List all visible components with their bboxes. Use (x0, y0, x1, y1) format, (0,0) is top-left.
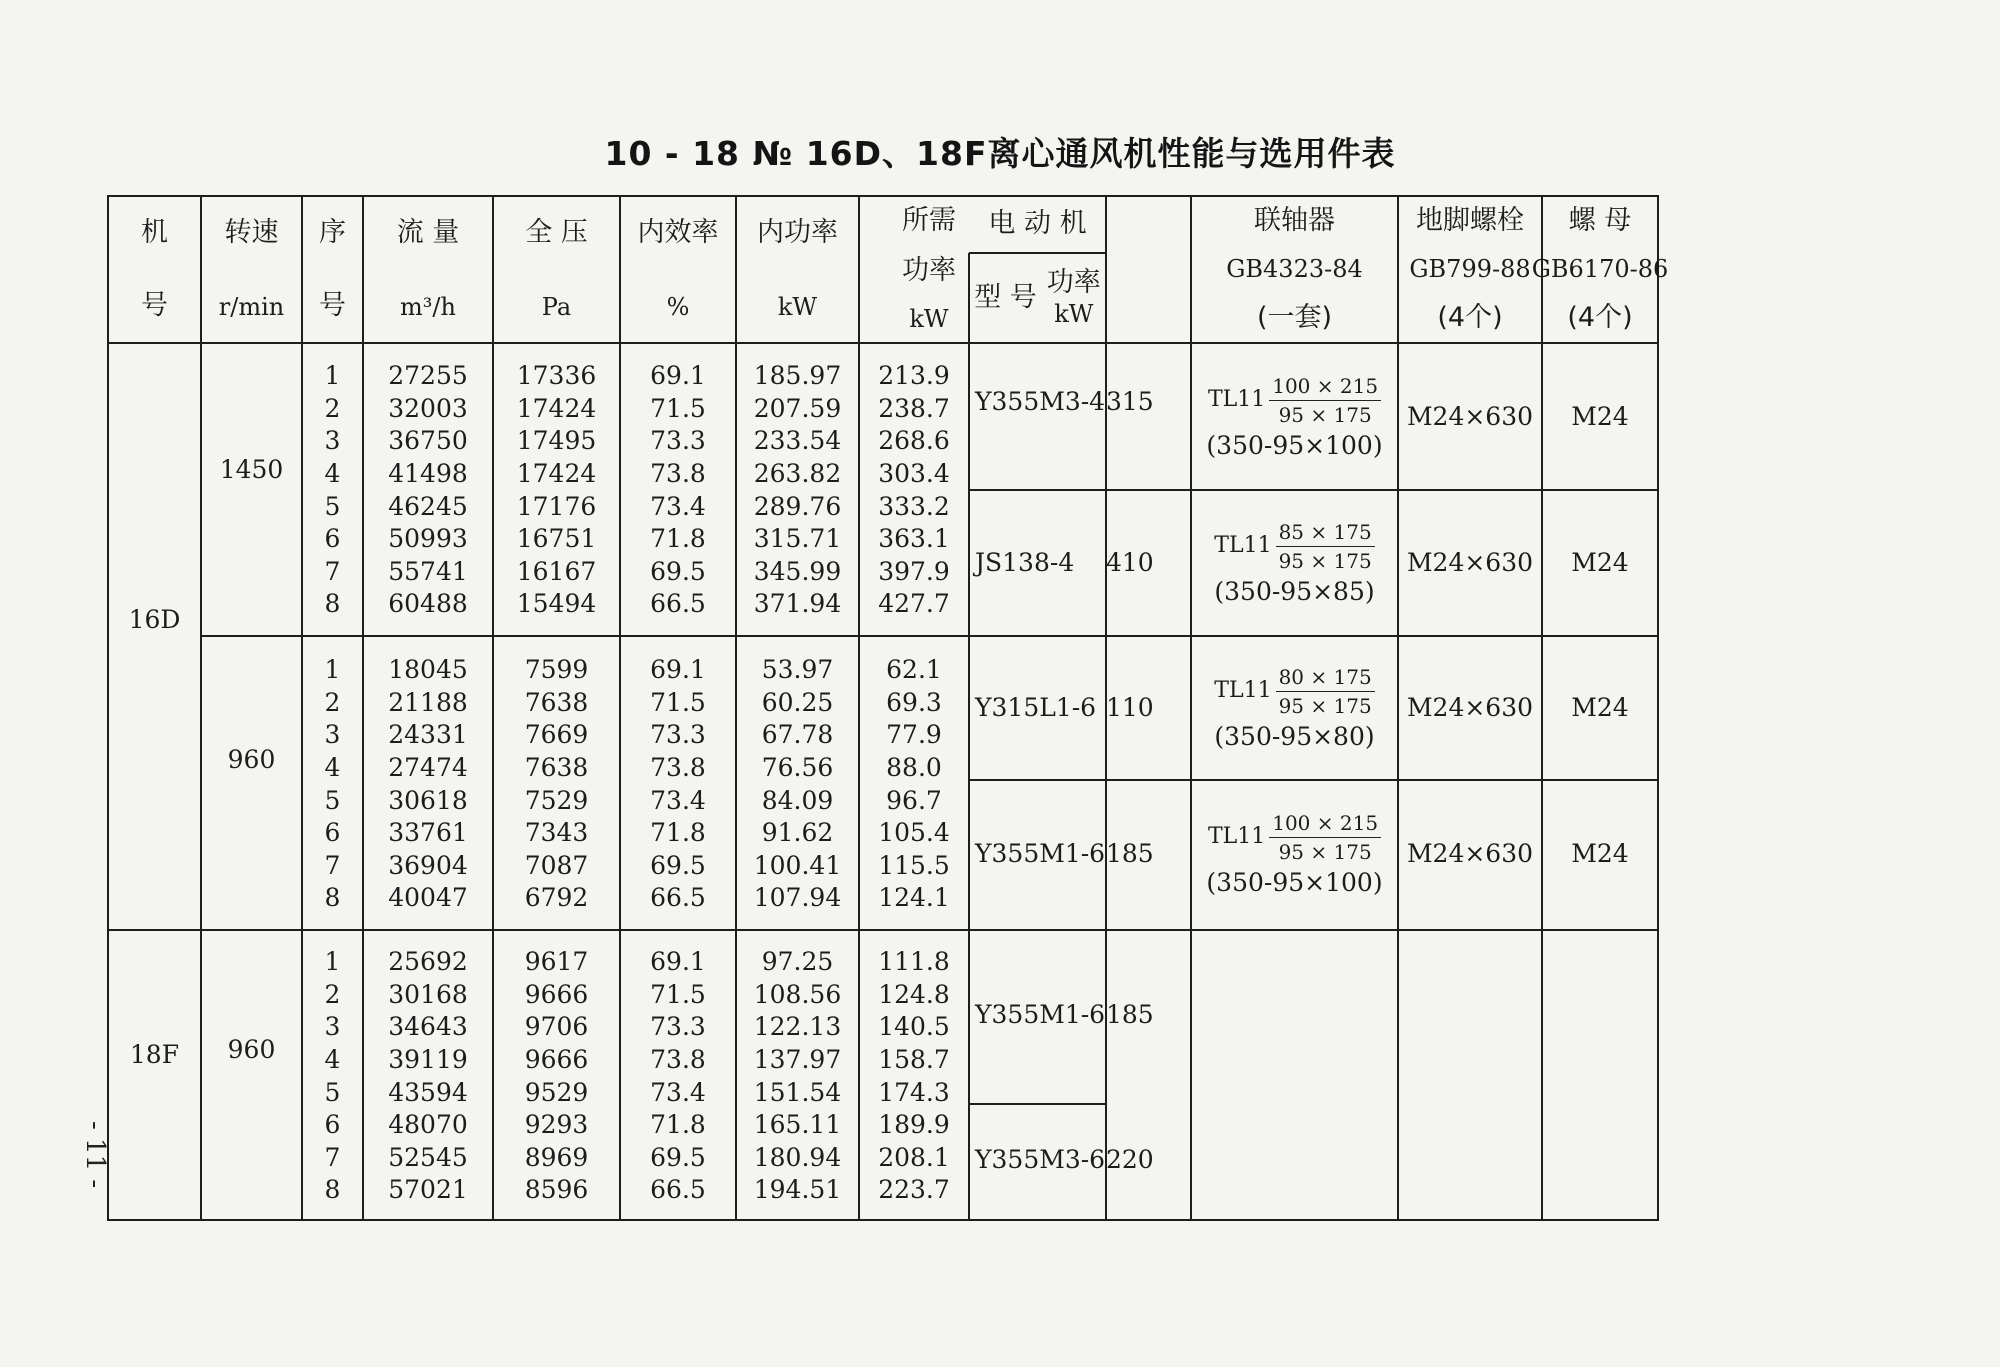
motor-power-cell: 410 (1106, 548, 1154, 577)
required-power-cell: 333.2 (878, 491, 950, 521)
flow-cell: 33761 (388, 818, 468, 848)
inner-power-cell: 180.94 (753, 1142, 842, 1172)
pressure-cell: 8596 (524, 1175, 589, 1205)
inner-power-cell: 137.97 (753, 1045, 842, 1075)
page-number: - 11 - (80, 1121, 110, 1189)
pressure-cell: 17336 (516, 361, 597, 391)
flow-cell: 24331 (388, 720, 468, 750)
inner-power-cell: 165.11 (753, 1110, 842, 1140)
nut-cell: M24 (1571, 402, 1629, 431)
coupling-fraction (1276, 520, 1375, 573)
inner-power-cell: 233.54 (753, 426, 842, 456)
coupling-fraction (1269, 374, 1381, 427)
header-required-power-label-2: 功率 (902, 255, 956, 287)
header-machine-no-label-2: 号 (141, 290, 168, 322)
pressure-cell: 15494 (516, 589, 597, 619)
header-inner-power-label: 内功率 (757, 217, 838, 249)
pressure-cell: 9706 (524, 1012, 589, 1042)
coupling-numerator: 85 × 175 (1276, 520, 1375, 547)
motor-power-cell: 220 (1106, 1145, 1154, 1174)
pressure-cell: 9666 (524, 1045, 589, 1075)
seq-cell: 2 (324, 393, 341, 423)
required-power-cell: 62.1 (886, 655, 942, 685)
flow-cell: 36904 (388, 850, 468, 880)
required-power-cell: 174.3 (878, 1077, 950, 1107)
coupling-fraction-row (1214, 665, 1374, 718)
pressure-cell: 9666 (524, 979, 589, 1009)
header-speed-unit: r/min (218, 292, 285, 321)
motor-model-cell: JS138-4 (975, 548, 1075, 577)
flow-cell: 21188 (388, 687, 468, 717)
pressure-cell: 7638 (524, 687, 589, 717)
inner-power-cell: 289.76 (753, 491, 842, 521)
flow-cell: 34643 (388, 1012, 468, 1042)
required-power-cell: 158.7 (878, 1045, 950, 1075)
pressure-cell: 6792 (524, 883, 589, 913)
efficiency-cell: 73.3 (650, 1012, 706, 1042)
flow-cell: 18045 (388, 655, 468, 685)
pressure-cell: 17176 (516, 491, 597, 521)
required-power-cell: 88.0 (886, 753, 942, 783)
anchor-bolt-cell: M24×630 (1406, 548, 1534, 577)
seq-cell: 4 (324, 753, 341, 783)
coupling-cell (1191, 799, 1398, 909)
seq-cell: 4 (324, 1045, 341, 1075)
seq-cell: 7 (324, 850, 341, 880)
header-machine-no-label: 机 (141, 216, 168, 248)
flow-cell: 43594 (388, 1077, 468, 1107)
pressure-cell: 7529 (524, 785, 589, 815)
required-power-cell: 189.9 (878, 1110, 950, 1140)
flow-cell: 40047 (388, 883, 468, 913)
header-gap (1106, 196, 1191, 343)
efficiency-cell: 73.8 (650, 753, 706, 783)
required-power-cell: 303.4 (878, 459, 950, 489)
header-coupling (1191, 196, 1398, 343)
header-machine-no (108, 196, 201, 343)
efficiency-cell: 69.1 (650, 361, 706, 391)
flow-cell: 39119 (388, 1045, 468, 1075)
seq-cell: 7 (324, 1142, 341, 1172)
coupling-type: TL11 (1214, 532, 1272, 558)
seq-cell: 8 (324, 589, 341, 619)
efficiency-cell: 69.1 (650, 655, 706, 685)
pressure-cell: 7638 (524, 753, 589, 783)
header-anchor-bolt-standard: GB799-88 (1409, 255, 1531, 284)
coupling-denominator: 95 × 175 (1278, 548, 1372, 573)
required-power-cell: 96.7 (886, 785, 942, 815)
required-power-cell: 397.9 (878, 556, 950, 586)
motor-model-cell: Y315L1-6 (975, 693, 1097, 722)
efficiency-cell: 69.5 (650, 556, 706, 586)
required-power-cell: 77.9 (886, 720, 942, 750)
inner-power-cell: 97.25 (761, 947, 834, 977)
header-motor-power (1047, 267, 1101, 328)
anchor-bolt-cell: M24×630 (1406, 402, 1534, 431)
seq-cell: 1 (324, 655, 341, 685)
coupling-type: TL11 (1207, 823, 1266, 849)
nut-cell: M24 (1571, 548, 1629, 577)
inner-power-cell: 122.13 (753, 1012, 842, 1042)
efficiency-cell: 71.8 (650, 1110, 706, 1140)
seq-cell: 3 (324, 1012, 341, 1042)
machine-cell: 18F (129, 1040, 180, 1069)
efficiency-cell: 71.8 (650, 524, 706, 554)
header-anchor-bolt (1398, 196, 1542, 343)
flow-cell: 60488 (388, 589, 468, 619)
required-power-cell: 363.1 (878, 524, 950, 554)
inner-power-cell: 108.56 (753, 979, 842, 1009)
coupling-type: TL11 (1207, 386, 1266, 412)
pressure-cell: 7087 (524, 850, 589, 880)
required-power-cell: 427.7 (878, 589, 950, 619)
coupling-fraction (1276, 665, 1375, 718)
motor-model-cell: Y355M1-6 (975, 1000, 1106, 1029)
seq-cell: 8 (324, 1175, 341, 1205)
machine-cell: 16D (128, 605, 181, 634)
required-power-cell: 223.7 (878, 1175, 950, 1205)
motor-power-cell: 185 (1106, 1000, 1154, 1029)
seq-cell: 1 (324, 947, 341, 977)
seq-cell: 5 (324, 785, 341, 815)
required-power-cell: 115.5 (878, 850, 950, 880)
header-inner-power (736, 196, 859, 343)
nut-cell: M24 (1571, 693, 1629, 722)
header-motor (969, 196, 1106, 253)
pressure-cell: 17495 (516, 426, 597, 456)
flow-cell: 55741 (388, 556, 468, 586)
seq-cell: 3 (324, 426, 341, 456)
header-required-power-label: 所需 (902, 204, 956, 236)
nut-cell: M24 (1571, 839, 1629, 868)
coupling-denominator: 95 × 175 (1278, 693, 1372, 718)
efficiency-cell: 66.5 (650, 1175, 706, 1205)
efficiency-cell: 73.4 (650, 1077, 706, 1107)
header-required-power (859, 196, 969, 343)
coupling-spec: (350-95×85) (1214, 576, 1375, 606)
required-power-cell: 213.9 (878, 361, 950, 391)
header-coupling-label: 联轴器 (1254, 204, 1335, 236)
inner-power-cell: 100.41 (753, 850, 842, 880)
seq-cell: 3 (324, 720, 341, 750)
coupling-type: TL11 (1214, 677, 1272, 703)
required-power-cell: 140.5 (878, 1012, 950, 1042)
inner-power-cell: 345.99 (753, 556, 842, 586)
coupling-numerator: 100 × 215 (1269, 374, 1381, 401)
header-motor-power-unit: kW (1054, 299, 1094, 328)
header-pressure-label: 全 压 (525, 217, 588, 249)
coupling-spec: (350-95×100) (1206, 867, 1383, 897)
efficiency-cell: 69.5 (650, 1142, 706, 1172)
inner-power-cell: 207.59 (753, 393, 842, 423)
pressure-cell: 9529 (524, 1077, 589, 1107)
inner-power-cell: 371.94 (753, 589, 842, 619)
speed-cell: 1450 (219, 455, 284, 484)
flow-cell: 27255 (388, 361, 468, 391)
required-power-cell: 124.1 (878, 883, 950, 913)
inner-power-cell: 67.78 (761, 720, 834, 750)
pressure-cell: 7599 (524, 655, 589, 685)
header-efficiency-unit: % (666, 292, 690, 321)
pressure-cell: 16751 (516, 524, 597, 554)
inner-power-cell: 91.62 (761, 818, 834, 848)
inner-power-cell: 84.09 (761, 785, 834, 815)
anchor-bolt-cell: M24×630 (1406, 839, 1534, 868)
coupling-numerator: 80 × 175 (1276, 665, 1375, 692)
efficiency-cell: 73.8 (650, 1045, 706, 1075)
coupling-cell (1191, 508, 1398, 618)
header-speed-label: 转速 (224, 217, 279, 249)
required-power-cell: 238.7 (878, 393, 950, 423)
inner-power-cell: 185.97 (753, 361, 842, 391)
inner-power-cell: 194.51 (753, 1175, 842, 1205)
pressure-cell: 7669 (524, 720, 589, 750)
seq-cell: 2 (324, 687, 341, 717)
seq-cell: 1 (324, 361, 341, 391)
efficiency-cell: 73.4 (650, 785, 706, 815)
inner-power-cell: 107.94 (753, 883, 842, 913)
motor-model-cell: Y355M3-4 (975, 387, 1106, 416)
required-power-cell: 124.8 (878, 979, 950, 1009)
header-nut-qty: (4个) (1567, 301, 1633, 333)
header-flow-label: 流 量 (396, 217, 460, 249)
required-power-cell: 208.1 (878, 1142, 950, 1172)
required-power-cell: 111.8 (878, 947, 950, 977)
required-power-cell: 69.3 (886, 687, 942, 717)
flow-cell: 48070 (388, 1110, 468, 1140)
pressure-cell: 9617 (524, 947, 589, 977)
coupling-spec: (350-95×80) (1214, 721, 1375, 751)
efficiency-cell: 69.5 (650, 850, 706, 880)
motor-model-cell: Y355M1-6 (975, 839, 1106, 868)
coupling-numerator: 100 × 215 (1269, 811, 1381, 838)
header-efficiency (620, 196, 736, 343)
pressure-cell: 17424 (516, 393, 597, 423)
page-title: 10 - 18 № 16D、18F离心通风机性能与选用件表 (604, 134, 1396, 173)
header-efficiency-label: 内效率 (637, 217, 719, 249)
header-motor-model: 型 号 (974, 281, 1037, 313)
header-pressure (493, 196, 620, 343)
coupling-fraction-row (1214, 520, 1374, 573)
efficiency-cell: 69.1 (650, 947, 706, 977)
efficiency-cell: 66.5 (650, 589, 706, 619)
flow-cell: 36750 (388, 426, 468, 456)
pressure-cell: 16167 (516, 556, 597, 586)
coupling-denominator: 95 × 175 (1278, 402, 1372, 427)
flow-cell: 46245 (388, 491, 468, 521)
inner-power-cell: 53.97 (761, 655, 834, 685)
coupling-fraction (1269, 811, 1381, 864)
header-coupling-qty: (一套) (1256, 301, 1333, 333)
seq-cell: 7 (324, 556, 341, 586)
coupling-fraction-row (1208, 811, 1381, 864)
inner-power-cell: 151.54 (753, 1077, 842, 1107)
inner-power-cell: 263.82 (753, 459, 842, 489)
required-power-cell: 105.4 (878, 818, 950, 848)
anchor-bolt-cell: M24×630 (1406, 693, 1534, 722)
speed-cell: 960 (227, 745, 276, 774)
coupling-cell (1191, 653, 1398, 763)
seq-cell: 5 (324, 491, 341, 521)
efficiency-cell: 73.4 (650, 491, 706, 521)
header-required-power-unit: kW (909, 305, 949, 334)
motor-power-cell: 315 (1106, 387, 1154, 416)
header-speed (201, 196, 302, 343)
header-coupling-standard: GB4323-84 (1226, 255, 1363, 284)
flow-cell: 50993 (388, 524, 468, 554)
seq-cell: 6 (324, 1110, 341, 1140)
header-nut-label: 螺 母 (1568, 204, 1632, 236)
flow-cell: 30618 (388, 785, 468, 815)
efficiency-cell: 73.8 (650, 459, 706, 489)
header-motor-model-power (969, 253, 1106, 343)
speed-cell: 960 (227, 1035, 276, 1064)
inner-power-cell: 60.25 (761, 687, 834, 717)
inner-power-cell: 315.71 (753, 524, 842, 554)
flow-cell: 57021 (388, 1175, 468, 1205)
coupling-spec: (350-95×100) (1206, 430, 1383, 460)
efficiency-cell: 71.5 (650, 979, 706, 1009)
header-inner-power-unit: kW (777, 292, 818, 321)
flow-cell: 30168 (388, 979, 468, 1009)
header-nut-standard: GB6170-86 (1531, 255, 1669, 284)
pressure-cell: 9293 (524, 1110, 589, 1140)
efficiency-cell: 71.5 (650, 393, 706, 423)
flow-cell: 52545 (388, 1142, 468, 1172)
inner-power-cell: 76.56 (761, 753, 834, 783)
seq-cell: 6 (324, 524, 341, 554)
efficiency-cell: 66.5 (650, 883, 706, 913)
efficiency-cell: 73.3 (650, 426, 706, 456)
pressure-cell: 8969 (524, 1142, 589, 1172)
efficiency-cell: 71.5 (650, 687, 706, 717)
header-seq (302, 196, 363, 343)
seq-cell: 4 (324, 459, 341, 489)
header-flow-unit: m³/h (400, 292, 456, 321)
flow-cell: 32003 (388, 393, 468, 423)
motor-power-cell: 110 (1106, 693, 1154, 722)
header-seq-label: 序 (319, 216, 346, 248)
seq-cell: 2 (324, 979, 341, 1009)
header-motor-power-label: 功率 (1046, 267, 1101, 299)
motor-model-cell: Y355M3-6 (975, 1145, 1106, 1174)
seq-cell: 8 (324, 883, 341, 913)
header-anchor-bolt-qty: (4个) (1437, 301, 1503, 333)
efficiency-cell: 71.8 (650, 818, 706, 848)
header-nut (1531, 196, 1669, 343)
flow-cell: 25692 (388, 947, 468, 977)
header-flow (363, 196, 493, 343)
seq-cell: 6 (324, 818, 341, 848)
coupling-denominator: 95 × 175 (1278, 839, 1372, 864)
efficiency-cell: 73.3 (650, 720, 706, 750)
header-pressure-unit: Pa (541, 292, 572, 321)
header-motor-label: 电 动 机 (988, 208, 1087, 240)
seq-cell: 5 (324, 1077, 341, 1107)
coupling-fraction-row (1208, 374, 1381, 427)
pressure-cell: 17424 (516, 459, 597, 489)
header-seq-label-2: 号 (319, 290, 346, 322)
coupling-cell (1191, 362, 1398, 472)
required-power-cell: 268.6 (878, 426, 950, 456)
flow-cell: 41498 (388, 459, 468, 489)
motor-power-cell: 185 (1106, 839, 1154, 868)
pressure-cell: 7343 (524, 818, 589, 848)
flow-cell: 27474 (388, 753, 468, 783)
header-anchor-bolt-label: 地脚螺栓 (1416, 204, 1524, 236)
